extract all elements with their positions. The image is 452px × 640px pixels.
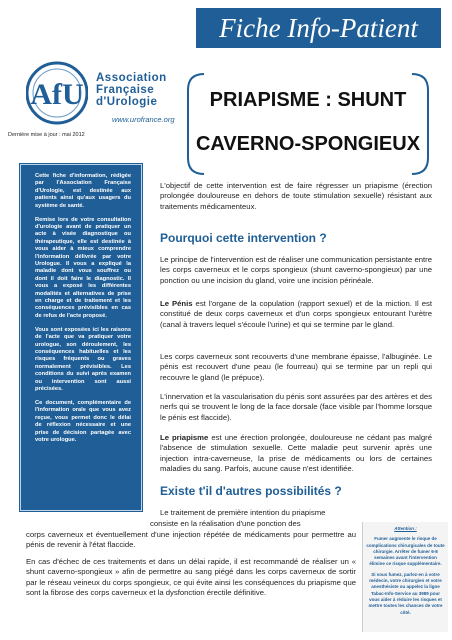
body-paragraph: Les corps caverneux sont recouverts d'une membrane épaisse, l'albuginée. Le pénis est recouvert d'une peau (le fourreau) qui se termine par un repli qui recouvre le gland (le prépuce). <box>160 352 432 382</box>
body-paragraph: Le priapisme est une érection prolongée, douloureuse ne cédant pas malgré l'absence de stimulation sexuelle. Cette maladie peut survenir après une injection intra-caverneuse, la prise de médicaments ou lors de certaines maladies du sang. Parfois, aucune cause n'est identifiée. <box>160 433 432 474</box>
document-title <box>186 70 430 178</box>
body-paragraph: consiste en la réalisation d'une ponction des <box>150 519 301 528</box>
section-heading-why: Pourquoi cette intervention ? <box>160 231 327 245</box>
body-paragraph: corps caverneux et éventuellement d'une injection répétée de médicaments pour permettre au pénis de revenir à l'état flaccide. <box>26 530 356 550</box>
smoking-warning-box <box>362 522 448 632</box>
document-type-banner: Fiche Info-Patient <box>196 8 441 48</box>
warning-paragraph: Fumer augmente le risque de complications chirurgicales de toute chirurgie. Arrêter de fumer 6-8 semaines avant l'intervention élimine ce risque supplémentaire. <box>366 536 445 567</box>
last-update: Dernière mise à jour : mai 2012 <box>8 132 85 138</box>
title-line-1: PRIAPISME : SHUNT <box>209 89 407 111</box>
title-line-2: CAVERNO-SPONGIEUX <box>195 133 421 155</box>
body-paragraph: Le principe de l'intervention est de réaliser une communication persistante entre les corps caverneux et le corps spongieux (shunt caverno-spongieux) par une ponction ou une incision du gland, voire une incision périnéale. <box>160 255 432 285</box>
svg-text:AfU: AfU <box>30 78 84 111</box>
warning-paragraph: Si vous fumez, parlez-en à votre médecin, votre chirurgien et votre anesthésiste ou appelez la ligne Tabac-Info-Service au 3989 pour vous aider à réduire les risques et mettre toutes les chances de votre côté. <box>368 571 443 615</box>
sidebar-paragraph: Ce document, complémentaire de l'information orale que vous avez reçue, vous permet donc le délai de réflexion nécessaire et une prise de décision partagée avec votre urologue. <box>35 399 131 443</box>
organization-name: Association Française d'Urologie <box>96 72 167 108</box>
sidebar-paragraph: Vous sont exposées ici les raisons de l'acte que va pratiquer votre urologue, son déroulement, les conséquences habituelles et les risques fréquents ou graves normalement prévisibles. Les conditions du suivi après examen ou intervention sont aussi précisées. <box>35 326 131 392</box>
sidebar-paragraph: Cette fiche d'information, rédigée par l'Association Française d'Urologie, est destinée aux patients ainsi qu'aux usagers du système de santé. <box>35 173 131 209</box>
body-paragraph: Le traitement de première intention du priapisme <box>160 508 326 517</box>
body-paragraph: L'innervation et la vascularisation du pénis sont assurées par des artères et des nerfs qui se trouvent le long de la face dorsale (face visible par l'homme lorsque le pénis est flaccide). <box>160 392 432 422</box>
sidebar-paragraph: Remise lors de votre consultation d'urologie avant de pratiquer un acte à visée diagnostique ou thérapeutique, elle est destinée à vous aider à mieux comprendre l'information délivrée par votre Urologue. Il vous a expliqué la maladie dont vous souffrez ou dont il doit faire le diagnostic. Il vous a exposé les différentes modalités et alternatives de prise en charge et de traitement et les conséquences prévisibles en cas de refus de l'acte proposé. <box>35 216 131 319</box>
website-url: www.urofrance.org <box>112 115 175 124</box>
afu-logo-icon <box>26 60 88 126</box>
title-brackets-icon <box>186 70 430 178</box>
body-paragraph: Le Pénis est l'organe de la copulation (rapport sexuel) et de la miction. Il est constitué de deux corps caverneux et d'un corps spongieux entourant l'urètre (canal à travers lequel s'écoule l'urine) et qui se termine par le gland. <box>160 299 432 329</box>
body-paragraph: En cas d'échec de ces traitements et dans un délai rapide, il est recommandé de réaliser un « shunt caverno-spongieux » afin de permettre au sang piégé dans les corps caverneux de sortir par le réseau veineux du corps spongieux, ce qui évite ainsi les conséquences du priapisme que sont la fibrose des corps caverneux et la dysfonction érectile définitive. <box>26 557 356 598</box>
intro-paragraph: L'objectif de cette intervention est de faire régresser un priapisme (érection prolongée douloureuse en dehors de toute stimulation sexuelle) résistant aux traitements médicamenteux. <box>160 181 432 211</box>
warning-title: Attention : <box>394 526 417 531</box>
section-heading-alternatives: Existe t'il d'autres possibilités ? <box>160 484 342 498</box>
info-sidebar <box>20 164 142 511</box>
